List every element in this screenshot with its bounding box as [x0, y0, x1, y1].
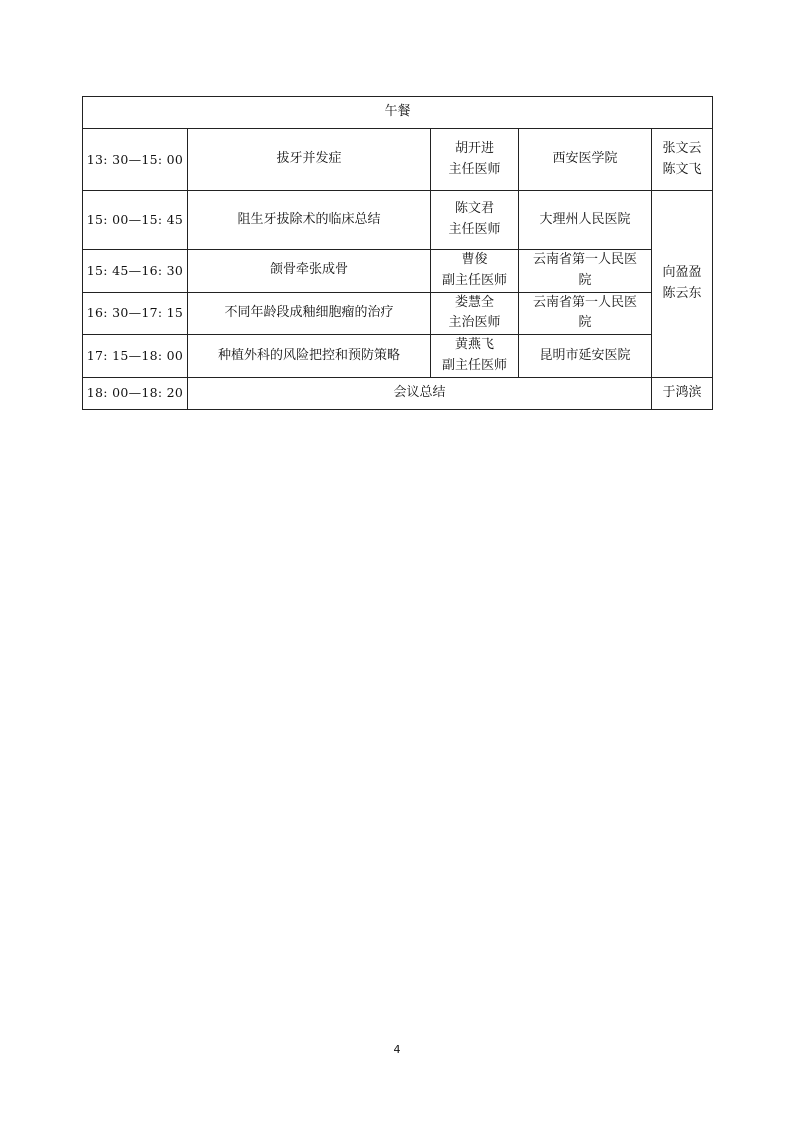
table-row	[83, 250, 713, 293]
session-time: 18: 00—18: 20	[83, 377, 188, 409]
table-row	[83, 129, 713, 191]
session-speaker: 娄慧全 主治医师	[431, 292, 519, 335]
session-speaker: 陈文君 主任医师	[431, 191, 519, 250]
session-topic: 阻生牙拔除术的临床总结	[188, 191, 431, 250]
table-row	[83, 335, 713, 378]
session-time: 17: 15—18: 00	[83, 335, 188, 378]
session-time: 16: 30—17: 15	[83, 292, 188, 335]
session-time: 15: 45—16: 30	[83, 250, 188, 293]
session-topic: 颌骨牵张成骨	[188, 250, 431, 293]
session-topic: 会议总结	[188, 377, 652, 409]
session-institution: 大理州人民医院	[519, 191, 652, 250]
schedule-table	[82, 96, 713, 410]
session-time: 15: 00—15: 45	[83, 191, 188, 250]
session-host: 于鸿滨	[652, 377, 713, 409]
session-institution: 云南省第一人民医 院	[519, 292, 652, 335]
table-row	[83, 191, 713, 250]
session-speaker: 胡开进 主任医师	[431, 129, 519, 191]
session-time: 13: 30—15: 00	[83, 129, 188, 191]
session-institution: 西安医学院	[519, 129, 652, 191]
session-institution: 云南省第一人民医 院	[519, 250, 652, 293]
lunch-break-cell: 午餐	[83, 97, 713, 129]
session-speaker: 黄燕飞 副主任医师	[431, 335, 519, 378]
table-row	[83, 292, 713, 335]
session-topic: 不同年龄段成釉细胞瘤的治疗	[188, 292, 431, 335]
session-institution: 昆明市延安医院	[519, 335, 652, 378]
session-host: 向盈盈 陈云东	[652, 191, 713, 378]
table-row	[83, 377, 713, 409]
table-row	[83, 97, 713, 129]
session-topic: 种植外科的风险把控和预防策略	[188, 335, 431, 378]
page-number: 4	[393, 1043, 401, 1056]
session-host: 张文云 陈文飞	[652, 129, 713, 191]
session-speaker: 曹俊 副主任医师	[431, 250, 519, 293]
session-topic: 拔牙并发症	[188, 129, 431, 191]
